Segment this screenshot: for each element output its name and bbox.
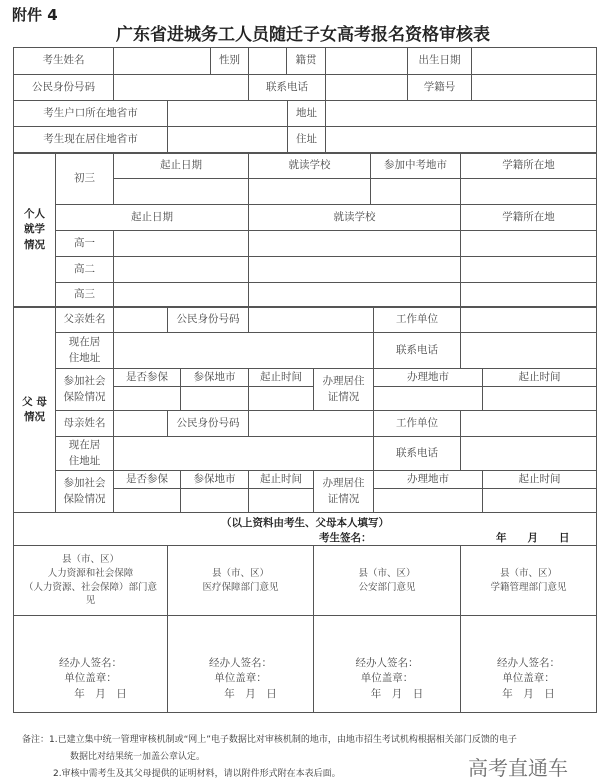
sign-date: 年 月 日	[370, 687, 424, 700]
field-residence-city[interactable]	[167, 126, 288, 153]
dept-police-header: 县（市、区） 公安部门意见	[313, 545, 461, 616]
dept-medical-sign[interactable]	[167, 615, 314, 713]
header-registry-hs: 学籍所在地	[460, 204, 597, 231]
sign-date: 年 月 日	[74, 687, 127, 700]
dept-medical-header: 县（市、区） 医疗保障部门意见	[167, 545, 314, 616]
section-study: 个人 就学 情况	[13, 152, 56, 307]
field-phone[interactable]	[325, 74, 408, 101]
label-name: 考生姓名	[13, 47, 114, 75]
field-mother-name[interactable]	[113, 410, 168, 437]
label-father-work: 工作单位	[373, 306, 461, 333]
field-mother-phone[interactable]	[460, 436, 597, 471]
declaration-date: 年 月 日	[496, 532, 570, 544]
header-registry: 学籍所在地	[460, 152, 597, 179]
field-origin[interactable]	[325, 47, 408, 75]
field-father-permit-city[interactable]	[373, 386, 483, 411]
field-father-work[interactable]	[460, 306, 597, 333]
field-father-ins-period[interactable]	[248, 386, 314, 411]
header-mother-insured: 是否参保	[113, 470, 181, 489]
header-father-ins-period: 起止时间	[248, 368, 314, 387]
dept-registry-header: 县（市、区） 学籍管理部门意见	[460, 545, 597, 616]
field-g2-registry[interactable]	[460, 256, 597, 283]
label-father-address: 现在居 住地址	[55, 332, 114, 369]
dept-registry-sign[interactable]	[460, 615, 597, 713]
header-father-ins-city: 参保地市	[180, 368, 249, 387]
dept-hr-header: 县（市、区） 人力资源和社会保障 （人力资源、社会保障）部门意 见	[13, 545, 168, 616]
field-residence-address[interactable]	[325, 126, 597, 153]
field-mother-ins-city[interactable]	[180, 488, 249, 513]
header-school-hs: 就读学校	[248, 204, 461, 231]
header-zhongkao-city: 参加中考地市	[370, 152, 461, 179]
header-school: 就读学校	[248, 152, 371, 179]
label-student-no: 学籍号	[407, 74, 472, 101]
header-father-insured: 是否参保	[113, 368, 181, 387]
label-father-id: 公民身份号码	[167, 306, 249, 333]
field-junior3-registry[interactable]	[460, 178, 597, 205]
field-mother-id[interactable]	[248, 410, 374, 437]
sign-date: 年 月 日	[502, 687, 555, 700]
header-father-permit-period: 起止时间	[482, 368, 597, 387]
handler-signature-label: 经办人签名：	[209, 657, 272, 670]
field-name[interactable]	[113, 47, 211, 75]
label-g1: 高一	[55, 230, 114, 257]
label-father-name: 父亲姓名	[55, 306, 114, 333]
form-title: 广东省进城务工人员随迁子女高考报名资格审核表	[116, 25, 490, 45]
field-g2-school[interactable]	[248, 256, 461, 283]
field-g1-registry[interactable]	[460, 230, 597, 257]
header-mother-permit-city: 办理地市	[373, 470, 483, 489]
label-gender: 性别	[210, 47, 249, 75]
label-junior3: 初三	[55, 152, 114, 205]
field-father-permit-period[interactable]	[482, 386, 597, 411]
field-junior3-city[interactable]	[370, 178, 461, 205]
label-phone: 联系电话	[248, 74, 326, 101]
unit-seal-label: 单位盖章：	[360, 672, 414, 685]
unit-seal-label: 单位盖章：	[64, 672, 117, 685]
field-g1-school[interactable]	[248, 230, 461, 257]
handler-signature-label: 经办人签名：	[59, 657, 122, 670]
label-residence-address: 住址	[287, 126, 326, 153]
unit-seal-label: 单位盖章：	[502, 672, 555, 685]
field-mother-work[interactable]	[460, 410, 597, 437]
field-father-insured[interactable]	[113, 386, 181, 411]
label-residence-city: 考生现在居住地省市	[13, 126, 168, 153]
header-period-hs: 起止日期	[55, 204, 249, 231]
field-g3-school[interactable]	[248, 282, 461, 307]
header-mother-permit-period: 起止时间	[482, 470, 597, 489]
label-father-insurance: 参加社会 保险情况	[55, 368, 114, 411]
field-g3-registry[interactable]	[460, 282, 597, 307]
label-birth: 出生日期	[407, 47, 472, 75]
label-id: 公民身份号码	[13, 74, 114, 101]
section-parents: 父 母 情况	[13, 306, 56, 513]
label-mother-permit: 办理居住 证情况	[313, 470, 374, 513]
candidate-signature-label: 考生签名：	[319, 532, 372, 544]
label-father-permit: 办理居住 证情况	[313, 368, 374, 411]
handler-signature-label: 经办人签名：	[355, 657, 419, 670]
label-mother-id: 公民身份号码	[167, 410, 249, 437]
dept-hr-sign[interactable]	[13, 615, 168, 713]
field-father-name[interactable]	[113, 306, 168, 333]
note-line-2: 数据比对结果统一加盖公章认定。	[70, 752, 206, 762]
field-mother-ins-period[interactable]	[248, 488, 314, 513]
declaration-row	[13, 512, 597, 546]
annex-label: 附件 4	[12, 6, 58, 24]
field-father-address[interactable]	[113, 332, 374, 369]
dept-police-sign[interactable]	[313, 615, 461, 713]
header-father-permit-city: 办理地市	[373, 368, 483, 387]
field-g1-period[interactable]	[113, 230, 249, 257]
handler-signature-label: 经办人签名：	[497, 657, 560, 670]
note-line-1: 备注：1.已建立集中统一管理审核机制或“网上”电子数据比对审核机制的地市，由地市招生考试机构根据相关部门反馈的电子	[22, 735, 517, 745]
field-mother-permit-city[interactable]	[373, 488, 483, 513]
field-hukou-city[interactable]	[167, 100, 288, 127]
field-g3-period[interactable]	[113, 282, 249, 307]
field-g2-period[interactable]	[113, 256, 249, 283]
label-mother-insurance: 参加社会 保险情况	[55, 470, 114, 513]
label-mother-work: 工作单位	[373, 410, 461, 437]
label-father-phone: 联系电话	[373, 332, 461, 369]
label-g2: 高二	[55, 256, 114, 283]
label-hukou-address: 地址	[287, 100, 326, 127]
label-hukou-city: 考生户口所在地省市	[13, 100, 168, 127]
field-mother-address[interactable]	[113, 436, 374, 471]
field-hukou-address[interactable]	[325, 100, 597, 127]
label-g3: 高三	[55, 282, 114, 307]
label-mother-name: 母亲姓名	[55, 410, 114, 437]
field-father-id[interactable]	[248, 306, 374, 333]
label-mother-phone: 联系电话	[373, 436, 461, 471]
header-period: 起止日期	[113, 152, 249, 179]
field-father-ins-city[interactable]	[180, 386, 249, 411]
field-mother-insured[interactable]	[113, 488, 181, 513]
watermark: 高考直通车	[468, 756, 568, 780]
note-line-3: 2.审核中需考生及其父母提供的证明材料，请以附件形式附在本表后面。	[53, 769, 341, 779]
label-origin: 籍贯	[286, 47, 326, 75]
sign-date: 年 月 日	[224, 687, 277, 700]
unit-seal-label: 单位盖章：	[214, 672, 267, 685]
field-gender[interactable]	[248, 47, 287, 75]
field-junior3-school[interactable]	[248, 178, 371, 205]
field-student-no[interactable]	[471, 74, 597, 101]
header-mother-ins-city: 参保地市	[180, 470, 249, 489]
field-id[interactable]	[113, 74, 249, 101]
field-birth[interactable]	[471, 47, 597, 75]
label-mother-address: 现在居 住地址	[55, 436, 114, 471]
field-father-phone[interactable]	[460, 332, 597, 369]
field-mother-permit-period[interactable]	[482, 488, 597, 513]
header-mother-ins-period: 起止时间	[248, 470, 314, 489]
field-junior3-period[interactable]	[113, 178, 249, 205]
declaration-text: （以上资料由考生、父母本人填写）	[221, 517, 389, 529]
